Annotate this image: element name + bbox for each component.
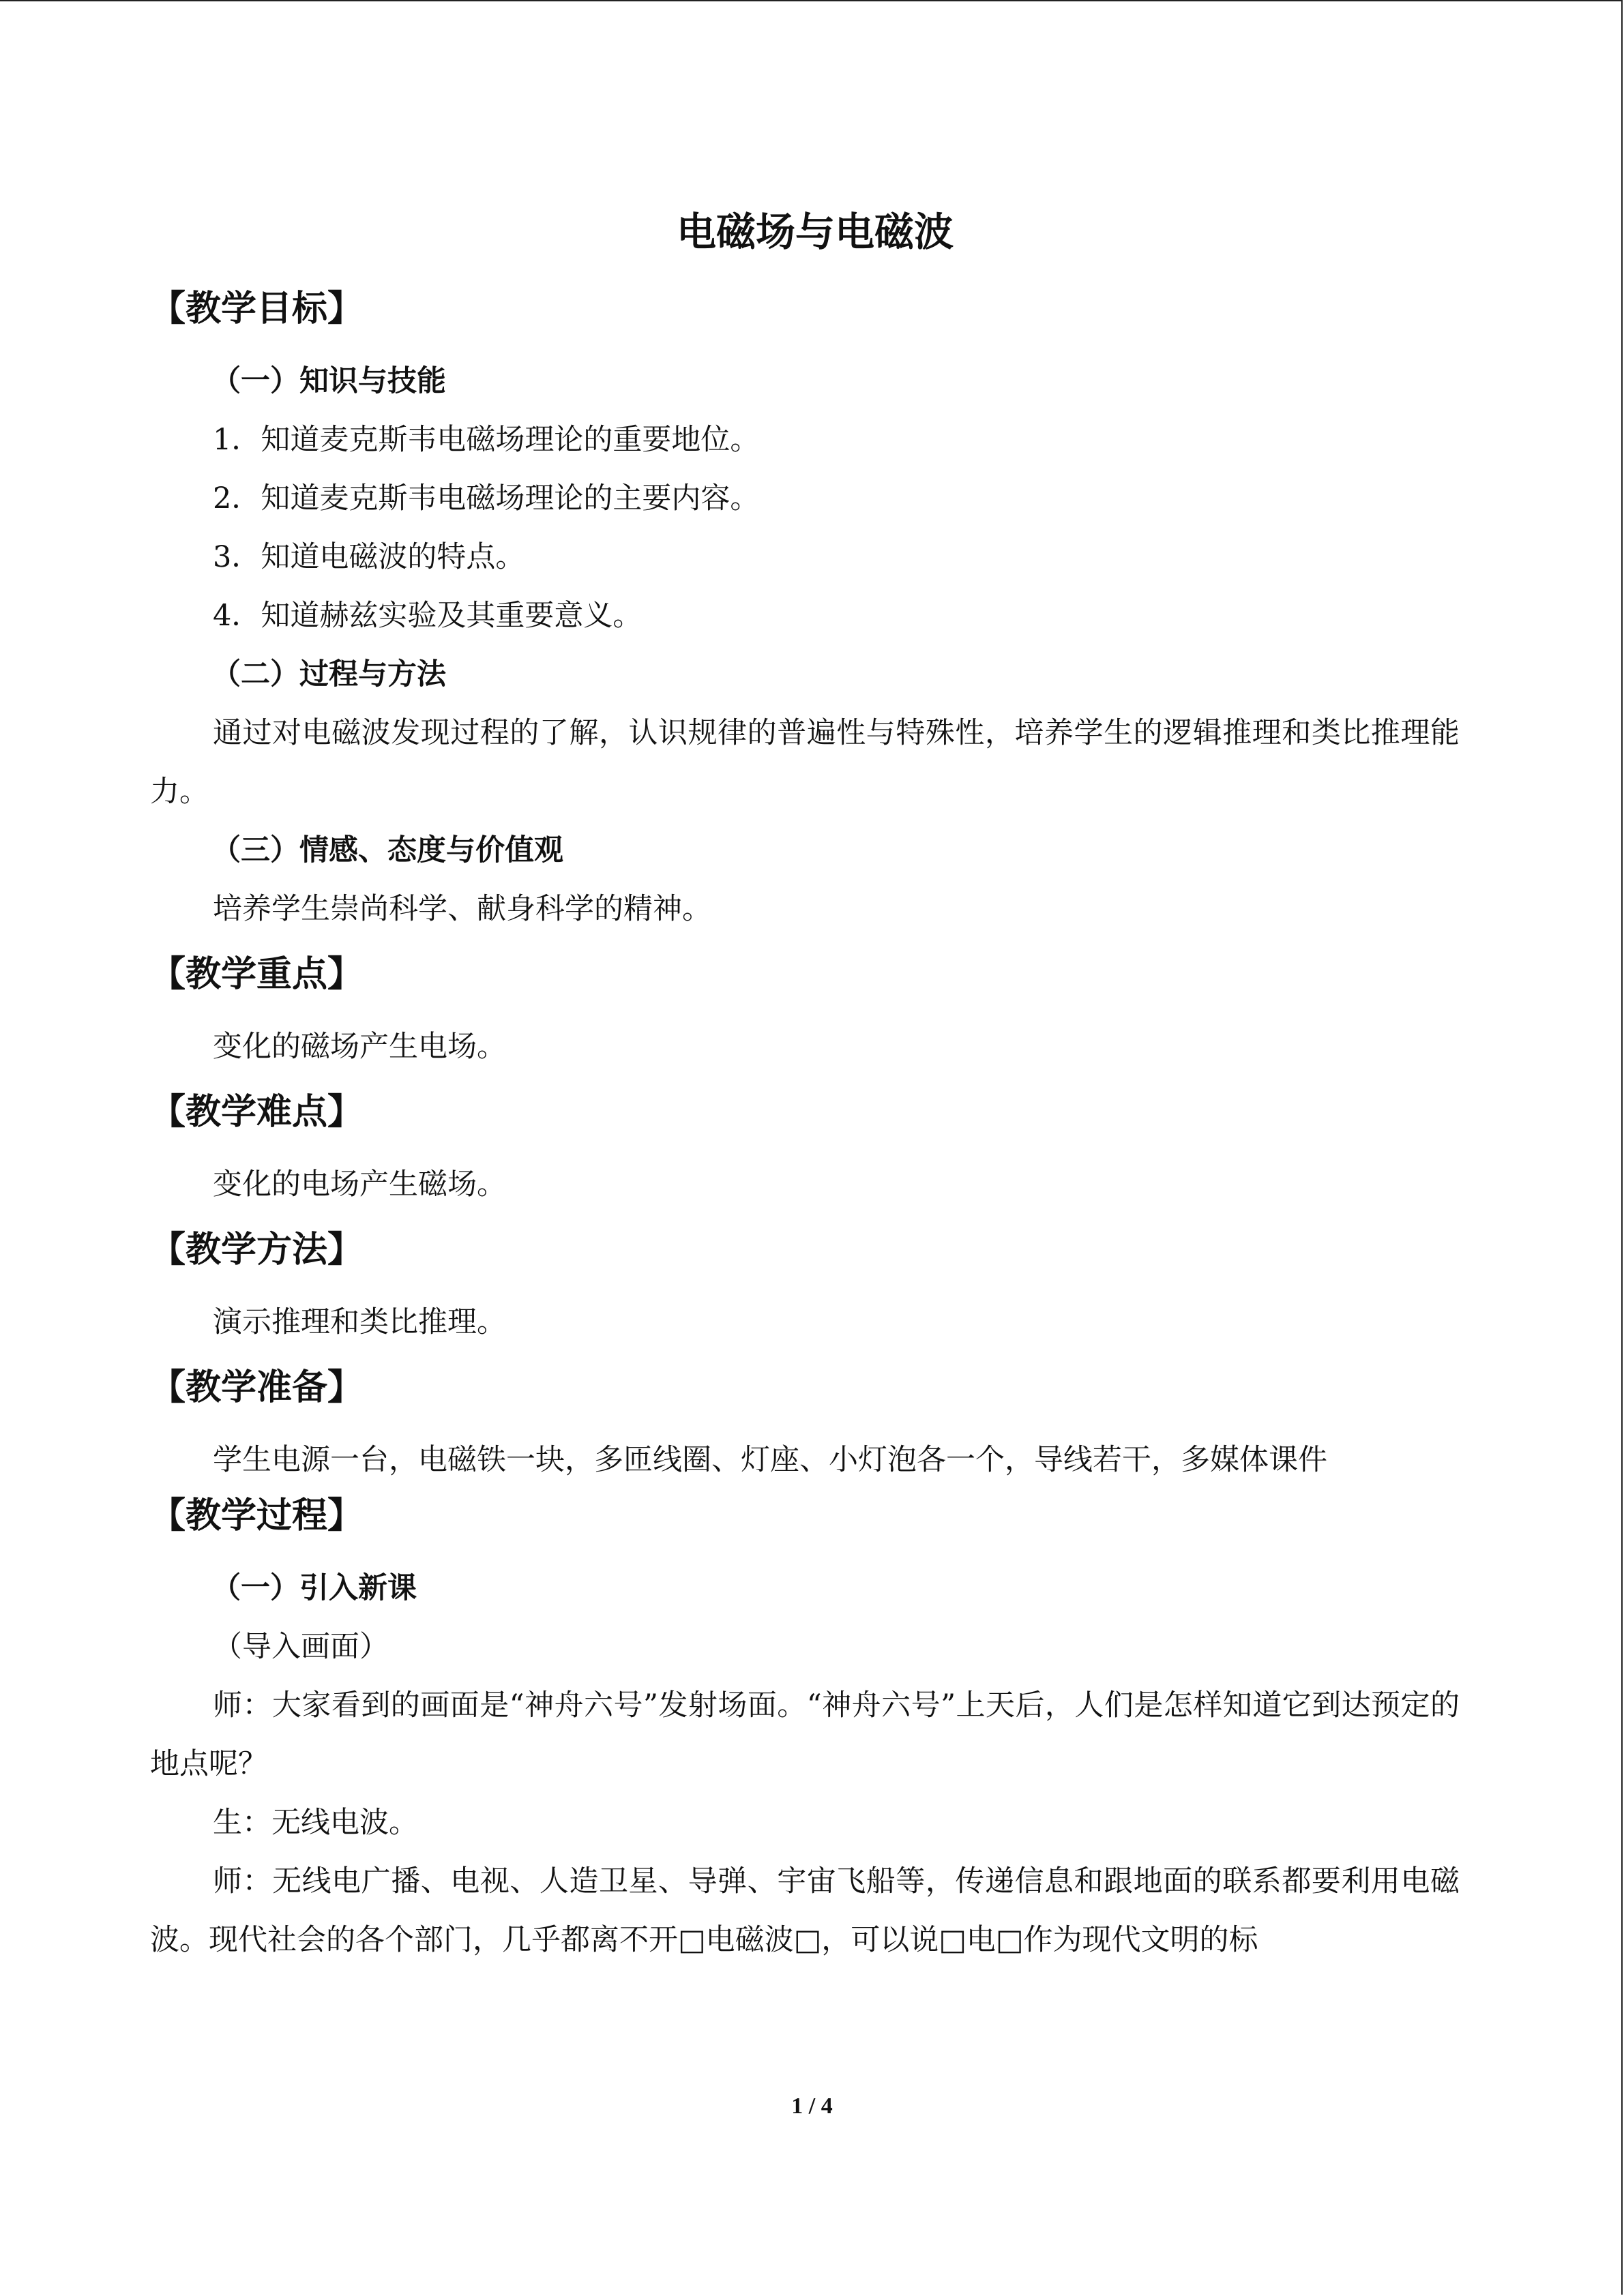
section-heading-methods: 【教学方法】: [150, 1229, 364, 1270]
sub-heading-introduction: （一）引入新课: [211, 1571, 417, 1605]
process-paragraph-4: 师：无线电广播、电视、人造卫星、导弹、宇宙飞船等，传递信息和跟地面的联系都要利用电磁波。现代社会的各个部门，几乎都离不开□电磁波□，可以说□电□作为现代文明的标: [150, 1864, 1460, 1957]
section-heading-objectives: 【教学目标】: [150, 288, 364, 329]
process-paragraph-1: （导入画面）: [213, 1630, 389, 1664]
objective-item-1: 1．知道麦克斯韦电磁场理论的重要地位。: [213, 423, 760, 457]
preparation-text: 学生电源一台，电磁铁一块，多匝线圈、灯座、小灯泡各一个，导线若干，多媒体课件: [213, 1443, 1327, 1477]
sub-heading-process-methods: （二）过程与方法: [211, 657, 446, 691]
document-body: [150, 205, 1460, 1969]
sub-heading-knowledge-skills: （一）知识与技能: [211, 364, 446, 398]
section-heading-key-points: 【教学重点】: [150, 954, 364, 995]
process-methods-text: 通过对电磁波发现过程的了解，认识规律的普遍性与特殊性，培养学生的逻辑推理和类比推理能力。: [150, 716, 1460, 809]
section-heading-preparation: 【教学准备】: [150, 1367, 364, 1408]
methods-text: 演示推理和类比推理。: [213, 1305, 506, 1339]
difficulties-text: 变化的电场产生磁场。: [213, 1167, 506, 1202]
page-number: 1 / 4: [791, 2093, 833, 2119]
objective-item-2: 2．知道麦克斯韦电磁场理论的主要内容。: [213, 481, 760, 516]
process-paragraph-3: 生：无线电波。: [213, 1806, 418, 1840]
objective-item-3: 3．知道电磁波的特点。: [213, 540, 525, 574]
key-points-text: 变化的磁场产生电场。: [213, 1030, 506, 1064]
section-heading-process: 【教学过程】: [150, 1495, 364, 1536]
emotion-values-text: 培养学生崇尚科学、献身科学的精神。: [213, 892, 711, 926]
process-paragraph-2: 师：大家看到的画面是“神舟六号”发射场面。“神舟六号”上天后，人们是怎样知道它到达预定的地点呢？: [150, 1688, 1460, 1781]
document-title: 电磁场与电磁波: [676, 209, 954, 255]
objective-item-4: 4．知道赫兹实验及其重要意义。: [213, 599, 643, 633]
sub-heading-emotion-values: （三）情感、态度与价值观: [211, 833, 563, 867]
section-heading-difficulties: 【教学难点】: [150, 1092, 364, 1133]
